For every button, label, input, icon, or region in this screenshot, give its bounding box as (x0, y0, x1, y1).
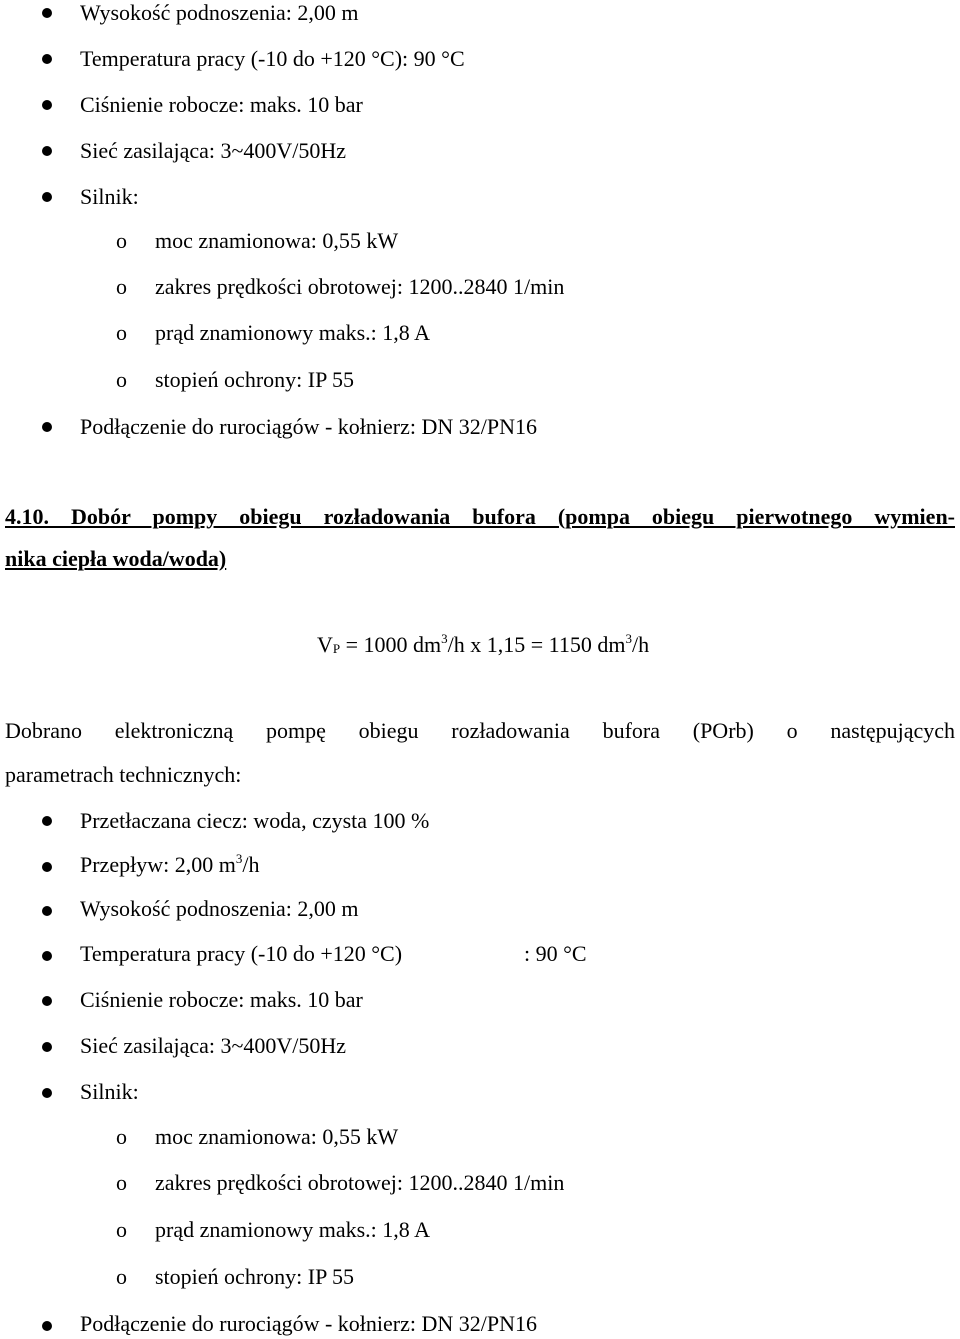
list-item: Wysokość podnoszenia: 2,00 m (80, 0, 359, 25)
sub-list-item: stopień ochrony: IP 55 (155, 367, 354, 392)
bullet-icon (42, 996, 52, 1006)
bullet-icon (42, 192, 52, 202)
sub-list-item: moc znamionowa: 0,55 kW (155, 228, 399, 253)
bullet-icon (42, 146, 52, 156)
sub-list-item: moc znamionowa: 0,55 kW (155, 1124, 399, 1149)
bullet-icon (42, 8, 52, 18)
sub-bullet-icon: o (116, 228, 127, 253)
formula-subscript: P (332, 641, 341, 656)
formula-part: /h (631, 632, 650, 657)
sub-bullet-icon: o (116, 274, 127, 299)
list-item-text: Przepływ: 2,00 m (80, 852, 236, 877)
bullet-icon (42, 1321, 52, 1331)
formula-exponent: 3 (441, 631, 448, 646)
bullet-icon (42, 862, 52, 872)
body-paragraph: Dobrano elektroniczną pompę obiegu rozładowania bufora (POrb) o następujących (5, 718, 955, 743)
formula-symbol: V (317, 632, 333, 657)
sub-bullet-icon: o (116, 1170, 127, 1195)
list-item-label: Temperatura pracy (-10 do +120 °C) (80, 941, 403, 966)
list-item: Silnik: (80, 184, 139, 209)
sub-bullet-icon: o (116, 367, 127, 392)
list-item: Sieć zasilająca: 3~400V/50Hz (80, 138, 347, 163)
bullet-icon (42, 100, 52, 110)
formula-part: /h x 1,15 = 1150 dm (447, 632, 626, 657)
bullet-icon (42, 816, 52, 826)
formula-part: = 1000 dm (340, 632, 442, 657)
list-item: Silnik: (80, 1079, 139, 1104)
bullet-icon (42, 422, 52, 432)
list-item: Ciśnienie robocze: maks. 10 bar (80, 92, 363, 117)
list-item (80, 852, 259, 878)
bullet-icon (42, 54, 52, 64)
bullet-icon (42, 1088, 52, 1098)
list-item-exponent: 3 (235, 851, 243, 866)
list-item: Wysokość podnoszenia: 2,00 m (80, 896, 359, 921)
list-item-value: : 90 °C (524, 941, 587, 966)
body-paragraph-continued: parametrach technicznych: (5, 762, 242, 787)
sub-list-item: prąd znamionowy maks.: 1,8 A (155, 1217, 430, 1242)
bullet-icon (42, 906, 52, 916)
sub-list-item: prąd znamionowy maks.: 1,8 A (155, 320, 430, 345)
sub-bullet-icon: o (116, 1264, 127, 1289)
formula-exponent: 3 (625, 631, 632, 646)
list-item: Temperatura pracy (-10 do +120 °C): 90 °C (80, 46, 465, 71)
bullet-icon (42, 1042, 52, 1052)
section-heading: 4.10. Dobór pompy obiegu rozładowania bufora (pompa obiegu pierwotnego wymien- (5, 504, 955, 529)
bullet-icon (42, 951, 52, 961)
flow-formula (317, 632, 649, 662)
list-item: Przetłaczana ciecz: woda, czysta 100 % (80, 808, 430, 833)
sub-bullet-icon: o (116, 1124, 127, 1149)
sub-list-item: zakres prędkości obrotowej: 1200..2840 1/min (155, 1170, 565, 1195)
list-item: Podłączenie do rurociągów - kołnierz: DN 32/PN16 (80, 1311, 537, 1336)
sub-list-item: stopień ochrony: IP 55 (155, 1264, 354, 1289)
list-item: Ciśnienie robocze: maks. 10 bar (80, 987, 363, 1012)
sub-bullet-icon: o (116, 320, 127, 345)
sub-bullet-icon: o (116, 1217, 127, 1242)
list-item: Sieć zasilająca: 3~400V/50Hz (80, 1033, 347, 1058)
list-item: Podłączenie do rurociągów - kołnierz: DN 32/PN16 (80, 414, 537, 439)
section-heading-continued: nika ciepła woda/woda) (5, 546, 227, 571)
list-item-unit: /h (242, 852, 260, 877)
sub-list-item: zakres prędkości obrotowej: 1200..2840 1/min (155, 274, 565, 299)
